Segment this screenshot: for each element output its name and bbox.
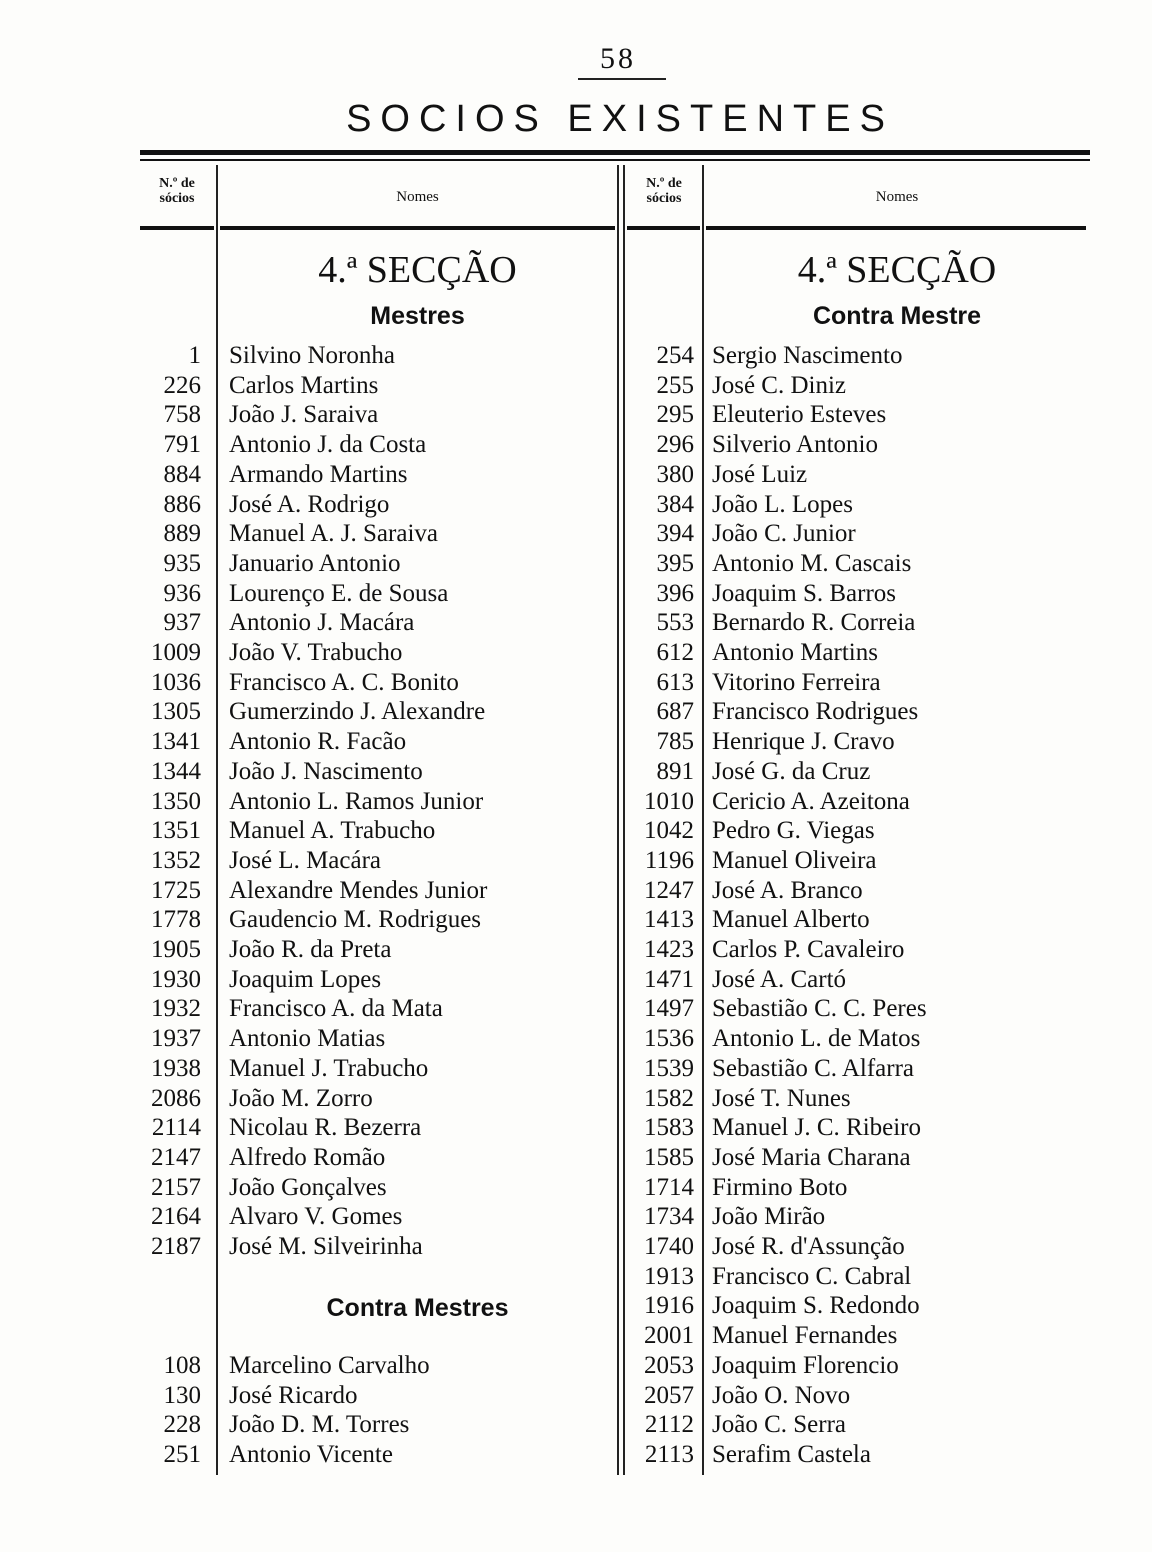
member-name: José T. Nunes [712,1084,851,1112]
member-name: Sebastião C. Alfarra [712,1054,915,1082]
member-number: 228 [163,1411,201,1439]
member-name: Manuel A. Trabucho [229,817,436,845]
member-number: 1350 [151,787,201,815]
member-number: 1905 [151,936,201,963]
member-name: Antonio R. Facão [229,728,407,756]
member-number: 108 [163,1352,201,1379]
page-number: 58 [600,42,636,75]
member-name: Antonio Vicente [229,1441,393,1469]
member-name: Januario Antonio [229,549,401,577]
member-number: 1 [188,342,201,369]
member-number: 1305 [151,698,201,726]
member-name: José A. Cartó [712,965,847,993]
member-number: 1740 [644,1233,694,1260]
member-number: 1352 [151,846,201,874]
member-number: 1471 [644,965,694,993]
member-number: 1916 [644,1292,694,1320]
member-name: Joaquim Lopes [229,965,382,993]
member-name: José A. Rodrigo [229,490,390,518]
member-name: Manuel Fernandes [712,1322,898,1350]
member-name: Alfredo Romão [229,1143,386,1171]
member-number: 380 [656,460,694,488]
member-name: Alexandre Mendes Junior [229,876,488,904]
member-number: 255 [656,371,694,399]
member-name: Henrique J. Cravo [712,728,895,756]
member-number: 1932 [151,995,201,1023]
member-name: José M. Silveirinha [229,1233,423,1260]
member-number: 1938 [151,1054,201,1082]
member-number: 2053 [644,1351,694,1379]
member-number: 1341 [151,728,201,756]
member-number: 1582 [644,1084,694,1112]
member-number: 296 [656,431,694,459]
member-number: 1714 [644,1173,694,1201]
member-name: Francisco A. da Mata [229,995,443,1023]
member-name: Joaquim S. Barros [712,579,897,607]
member-name: Serafim Castela [712,1440,871,1468]
member-name: José L. Macára [229,846,382,874]
member-name: Armando Martins [229,460,408,488]
member-number: 1497 [644,995,694,1023]
member-number: 2086 [151,1084,201,1112]
member-number: 394 [656,520,694,548]
page-title: SOCIOS EXISTENTES [346,98,894,140]
member-number: 396 [656,579,694,607]
member-name: Silverio Antonio [712,431,878,459]
member-number: 1725 [151,876,201,904]
member-name: Antonio Matias [229,1025,386,1053]
member-name: Bernardo R. Correia [712,609,916,637]
member-number: 1344 [151,757,201,785]
member-name: Nicolau R. Bezerra [229,1114,422,1142]
member-name: Antonio Martins [712,639,878,666]
member-number: 1009 [151,639,201,666]
member-name: Francisco A. C. Bonito [229,668,459,696]
member-name: Manuel A. J. Saraiva [229,520,438,548]
member-number: 687 [656,698,694,726]
member-name: João M. Zorro [229,1084,373,1112]
member-name: José G. da Cruz [712,757,871,785]
member-number: 2147 [151,1143,201,1171]
member-number: 785 [656,728,694,756]
member-number: 1042 [644,817,694,845]
member-number: 1010 [644,787,694,815]
member-number: 1930 [151,965,201,993]
member-number: 1423 [644,936,694,963]
member-number: 2057 [644,1381,694,1409]
member-name: Vitorino Ferreira [712,668,881,696]
header-double-rule-bottom [140,159,1090,161]
header-rule [140,226,214,230]
member-name: Eleuterio Esteves [712,401,887,429]
member-number: 1247 [644,876,694,904]
member-name: José C. Diniz [712,371,847,399]
member-name: Antonio L. Ramos Junior [229,787,484,815]
member-number: 295 [656,401,694,429]
member-number: 395 [656,549,694,577]
member-number: 613 [656,668,694,696]
member-number: 1734 [644,1203,694,1231]
member-number: 553 [656,609,694,637]
member-number: 1036 [151,668,201,696]
member-name: José Maria Charana [712,1143,911,1171]
member-number: 2157 [151,1173,201,1201]
member-name: Sebastião C. C. Peres [712,995,927,1023]
member-number: 1539 [644,1054,694,1082]
member-name: Manuel Oliveira [712,846,877,874]
member-number: 935 [163,549,201,577]
member-name: João C. Serra [712,1411,846,1439]
member-name: João R. da Preta [229,936,392,963]
right-name-header: Nomes [875,189,919,205]
member-name: Pedro G. Viegas [712,817,875,845]
member-number: 884 [163,460,201,488]
member-name: João Gonçalves [229,1173,387,1201]
member-name: João Mirão [712,1203,826,1231]
member-name: João J. Saraiva [229,401,379,429]
member-number: 1913 [644,1262,694,1290]
member-number: 251 [163,1441,201,1469]
right-section-title: 4.ª SECÇÃO [797,249,997,291]
right-num-header: N.º de sócios [646,176,682,206]
member-name: Carlos Martins [229,371,379,399]
member-number: 226 [163,371,201,399]
member-number: 1585 [644,1143,694,1171]
member-name: João L. Lopes [712,490,853,518]
member-name: Manuel Alberto [712,906,870,934]
left-group-contra-mestres: Contra Mestres [326,1294,509,1322]
member-name: Antonio J. da Costa [229,431,427,459]
member-number: 2113 [644,1440,694,1468]
header-rule [706,226,1086,230]
member-number: 254 [656,342,694,369]
left-column-divider [216,165,218,1475]
member-number: 937 [163,609,201,637]
member-number: 758 [163,401,201,429]
member-name: Lourenço E. de Sousa [229,579,449,607]
member-name: João D. M. Torres [229,1411,410,1439]
member-name: Antonio L. de Matos [712,1025,921,1053]
member-name: Silvino Noronha [229,342,395,369]
right-group-contra-mestre: Contra Mestre [812,302,982,330]
member-name: João V. Trabucho [229,639,403,666]
header-rule [627,226,700,230]
member-number: 1583 [644,1114,694,1142]
member-name: Gumerzindo J. Alexandre [229,698,486,726]
member-number: 2164 [151,1203,201,1231]
member-number: 612 [656,639,694,666]
member-number: 1778 [151,906,201,934]
member-number: 384 [656,490,694,518]
member-name: José R. d'Assunção [712,1233,905,1260]
member-name: Gaudencio M. Rodrigues [229,906,482,934]
member-name: Francisco C. Cabral [712,1262,912,1290]
member-name: Firmino Boto [712,1173,848,1201]
member-name: Manuel J. Trabucho [229,1054,429,1082]
member-number: 2114 [151,1114,201,1142]
header-double-rule-top [140,150,1090,155]
member-name: Cericio A. Azeitona [712,787,910,815]
right-column-divider [702,165,704,1475]
member-name: João J. Nascimento [229,757,423,785]
member-name: Antonio M. Cascais [712,549,912,577]
member-name: José Luiz [712,460,808,488]
member-number: 1937 [151,1025,201,1053]
member-name: Marcelino Carvalho [229,1352,430,1379]
page-number-rule [578,78,666,80]
member-number: 889 [163,520,201,548]
member-number: 886 [163,490,201,518]
left-num-header: N.º de sócios [159,176,195,206]
member-number: 936 [163,579,201,607]
left-group-mestres: Mestres [370,302,465,330]
member-number: 2001 [644,1322,694,1350]
member-number: 1413 [644,906,694,934]
member-name: João C. Junior [712,520,856,548]
member-name: Francisco Rodrigues [712,698,919,726]
member-number: 1536 [644,1025,694,1053]
member-name: José Ricardo [229,1381,358,1409]
member-number: 1196 [644,846,694,874]
member-number: 2187 [151,1233,201,1260]
member-name: Alvaro V. Gomes [229,1203,403,1231]
left-section-title: 4.ª SECÇÃO [318,249,517,291]
member-number: 1351 [151,817,201,845]
member-name: Joaquim Florencio [712,1351,899,1379]
member-name: Sergio Nascimento [712,342,903,369]
member-number: 2112 [644,1411,694,1439]
member-name: José A. Branco [712,876,863,904]
left-name-header: Nomes [396,189,439,205]
member-name: Manuel J. C. Ribeiro [712,1114,922,1142]
member-name: João O. Novo [712,1381,851,1409]
member-name: Carlos P. Cavaleiro [712,936,905,963]
member-number: 130 [163,1381,201,1409]
member-name: Antonio J. Macára [229,609,415,637]
member-number: 791 [163,431,201,459]
member-number: 891 [656,757,694,785]
header-rule [220,226,615,230]
member-name: Joaquim S. Redondo [712,1292,920,1320]
